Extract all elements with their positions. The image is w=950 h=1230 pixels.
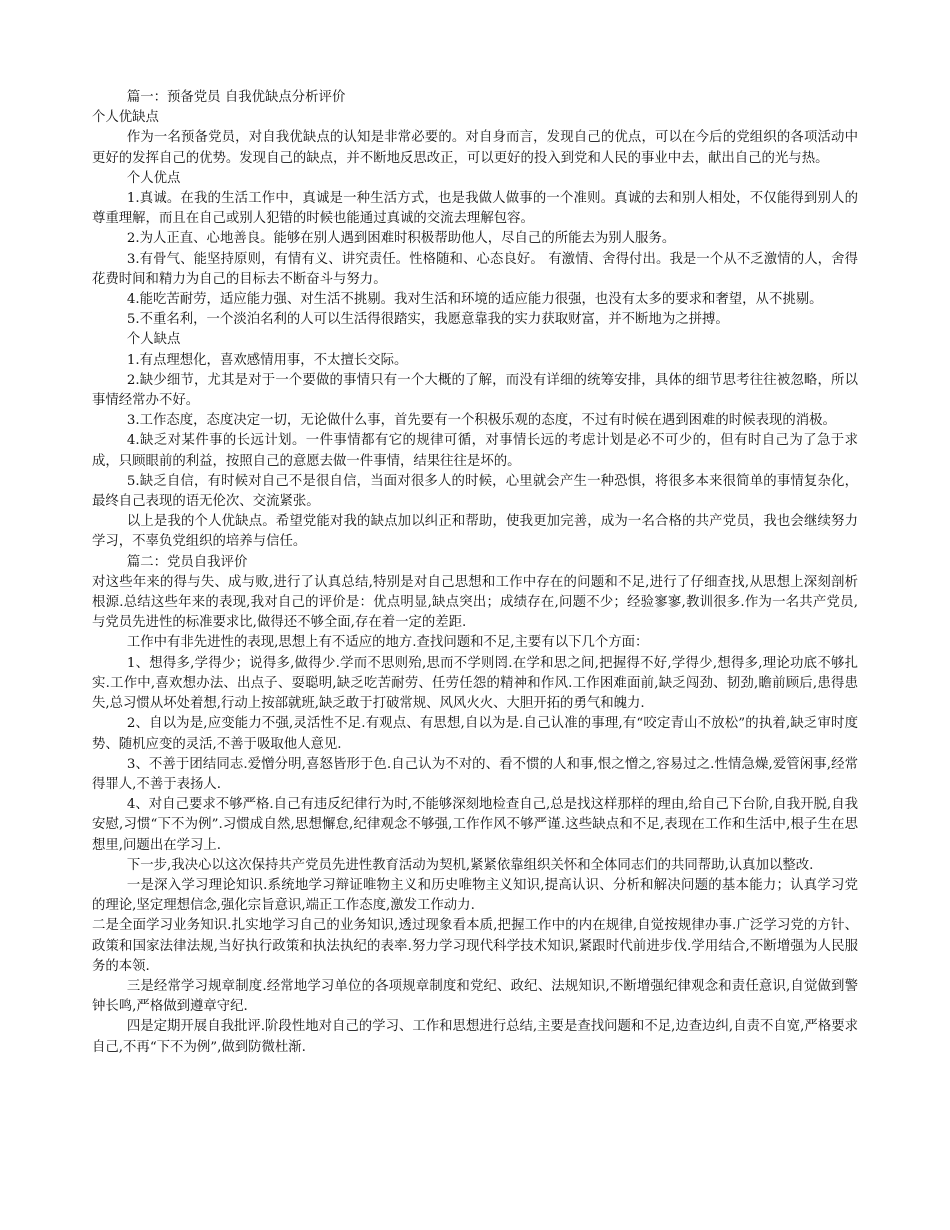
paragraph: 1.有点理想化，喜欢感情用事，不太擅长交际。 — [126, 352, 408, 368]
paragraph: 4、对自己要求不够严格.自己有违反纪律行为时,不能够深刻地检查自己,总是找这样那样的理由,给自己下台阶,自我开脱,自我安慰,习惯“下不为例”.习惯成自然,思想懈怠,纪律观念不够强,工作作风不够严谨.这些缺点和不足,表现在工作和生活中,根子生在思想里,问题出在学习上. — [92, 797, 858, 853]
paragraph: 二是全面学习业务知识.扎实地学习自己的业务知识,透过现象看本质,把握工作中的内在规律,自觉按规律办事.广泛学习党的方针、政策和国家法律法规,当好执行政策和执法执纪的表率.努力学习现代科学技术知识,紧跟时代前进步伐.学用结合,不断增强为人民服务的本领. — [92, 918, 858, 974]
paragraph: 个人优点 — [126, 170, 181, 186]
paragraph: 篇二：党员自我评价 — [126, 554, 248, 570]
paragraph: 个人优缺点 — [92, 110, 159, 126]
paragraph: 篇一：预备党员 自我优缺点分析评价 — [126, 90, 346, 105]
paragraph: 3、不善于团结同志.爱憎分明,喜怒皆形于色.自己认为不对的、看不惯的人和事,恨之憎之,容易过之.性情急燥,爱管闲事,经常得罪人,不善于表扬人. — [92, 756, 858, 792]
paragraph: 三是经常学习规章制度.经常地学习单位的各项规章制度和党纪、政纪、法规知识,不断增强纪律观念和责任意识,自觉做到警钟长鸣,严格做到遵章守纪. — [92, 978, 858, 1015]
paragraph: 3.工作态度，态度决定一切，无论做什么事，首先要有一个积极乐观的态度，不过有时候在遇到困难的时候表现的消极。 — [126, 413, 836, 429]
paragraph: 4.能吃苦耐劳，适应能力强、对生活不挑剔。我对生活和环境的适应能力很强，也没有太多的要求和奢望，从不挑剔。 — [126, 292, 823, 308]
paragraph: 2.为人正直、心地善良。能够在别人遇到困难时积极帮助他人，尽自己的所能去为别人服务。 — [126, 231, 676, 247]
paragraph: 2、自以为是,应变能力不强,灵活性不足.有观点、有思想,自以为是.自己认准的事理,有“咬定青山不放松”的执着,缺乏审时度势、随机应变的灵活,不善于吸取他人意见. — [92, 716, 858, 752]
paragraph: 以上是我的个人优缺点。希望党能对我的缺点加以纠正和帮助，使我更加完善，成为一名合格的共产党员，我也会继续努力学习，不辜负党组织的培养与信任。 — [92, 514, 858, 550]
paragraph: 下一步,我决心以这次保持共产党员先进性教育活动为契机,紧紧依靠组织关怀和全体同志们的共同帮助,认真加以整改. — [126, 857, 814, 873]
paragraph: 1、想得多,学得少；说得多,做得少.学而不思则殆,思而不学则罔.在学和思之间,把握得不好,学得少,想得多,理论功底不够扎实.工作中,喜欢想办法、出点子、耍聪明,缺乏吃苦耐劳、任劳任怨的精神和作风.工作困难面前,缺乏闯劲、韧劲,瞻前顾后,患得患失,总习惯从坏处着想,行动上按部就班,缺乏敢于打破常规、风风火火、大胆开拓的勇气和魄力. — [92, 655, 858, 712]
paragraph: 3.有骨气、能坚持原则，有情有义、讲究责任。性格随和、心态良好。 有激情、舍得付出。我是一个从不乏激情的人，舍得花费时间和精力为自己的目标去不断奋斗与努力。 — [92, 251, 858, 287]
paragraph: 4.缺乏对某件事的长远计划。一件事情都有它的规律可循，对事情长远的考虑计划是必不可少的，但有时自己为了急于求成，只顾眼前的利益，按照自己的意愿去做一件事情，结果往往是坏的。 — [92, 433, 858, 469]
paragraph: 作为一名预备党员，对自我优缺点的认知是非常必要的。对自身而言，发现自己的优点，可以在今后的党组织的各项活动中更好的发挥自己的优势。发现自己的缺点，并不断地反思改正，可以更好的投入到党和人民的事业中去，献出自己的光与热。 — [92, 130, 858, 166]
paragraph: 四是定期开展自我批评.阶段性地对自己的学习、工作和思想进行总结,主要是查找问题和不足,边查边纠,自责不自宽,严格要求自己,不再“下不为例”,做到防微杜渐. — [92, 1019, 858, 1055]
paragraph: 1.真诚。在我的生活工作中，真诚是一种生活方式，也是我做人做事的一个准则。真诚的去和别人相处，不仅能得到别人的尊重理解，而且在自己或别人犯错的时候也能通过真诚的交流去理解包容。 — [92, 191, 858, 227]
paragraph: 工作中有非先进性的表现,思想上有不适应的地方.查找问题和不足,主要有以下几个方面： — [126, 635, 649, 651]
paragraph: 一是深入学习理论知识.系统地学习辩证唯物主义和历史唯物主义知识,提高认识、分析和解决问题的基本能力；认真学习党的理论,坚定理想信念,强化宗旨意识,端正工作态度,激发工作动力. — [92, 877, 858, 914]
paragraph: 对这些年来的得与失、成与败,进行了认真总结,特别是对自己思想和工作中存在的问题和不足,进行了仔细查找,从思想上深刻剖析根源.总结这些年来的表现,我对自己的评价是：优点明显,缺点突出；成绩存在,问题不少；经验寥寥,教训很多.作为一名共产党员,与党员先进性的标准要求比,做得还不够全面,存在着一定的差距. — [92, 574, 858, 631]
paragraph: 2.缺少细节，尤其是对于一个要做的事情只有一个大概的了解，而没有详细的统筹安排，具体的细节思考往往被忽略，所以事情经常办不好。 — [92, 372, 858, 409]
paragraph: 5.缺乏自信，有时候对自己不是很自信，当面对很多人的时候，心里就会产生一种恐惧，将很多本来很简单的事情复杂化，最终自己表现的语无伦次、交流紧张。 — [92, 473, 858, 510]
paragraph: 5.不重名利，一个淡泊名利的人可以生活得很踏实，我愿意靠我的实力获取财富，并不断地为之拼搏。 — [126, 312, 729, 328]
paragraph: 个人缺点 — [126, 332, 181, 348]
